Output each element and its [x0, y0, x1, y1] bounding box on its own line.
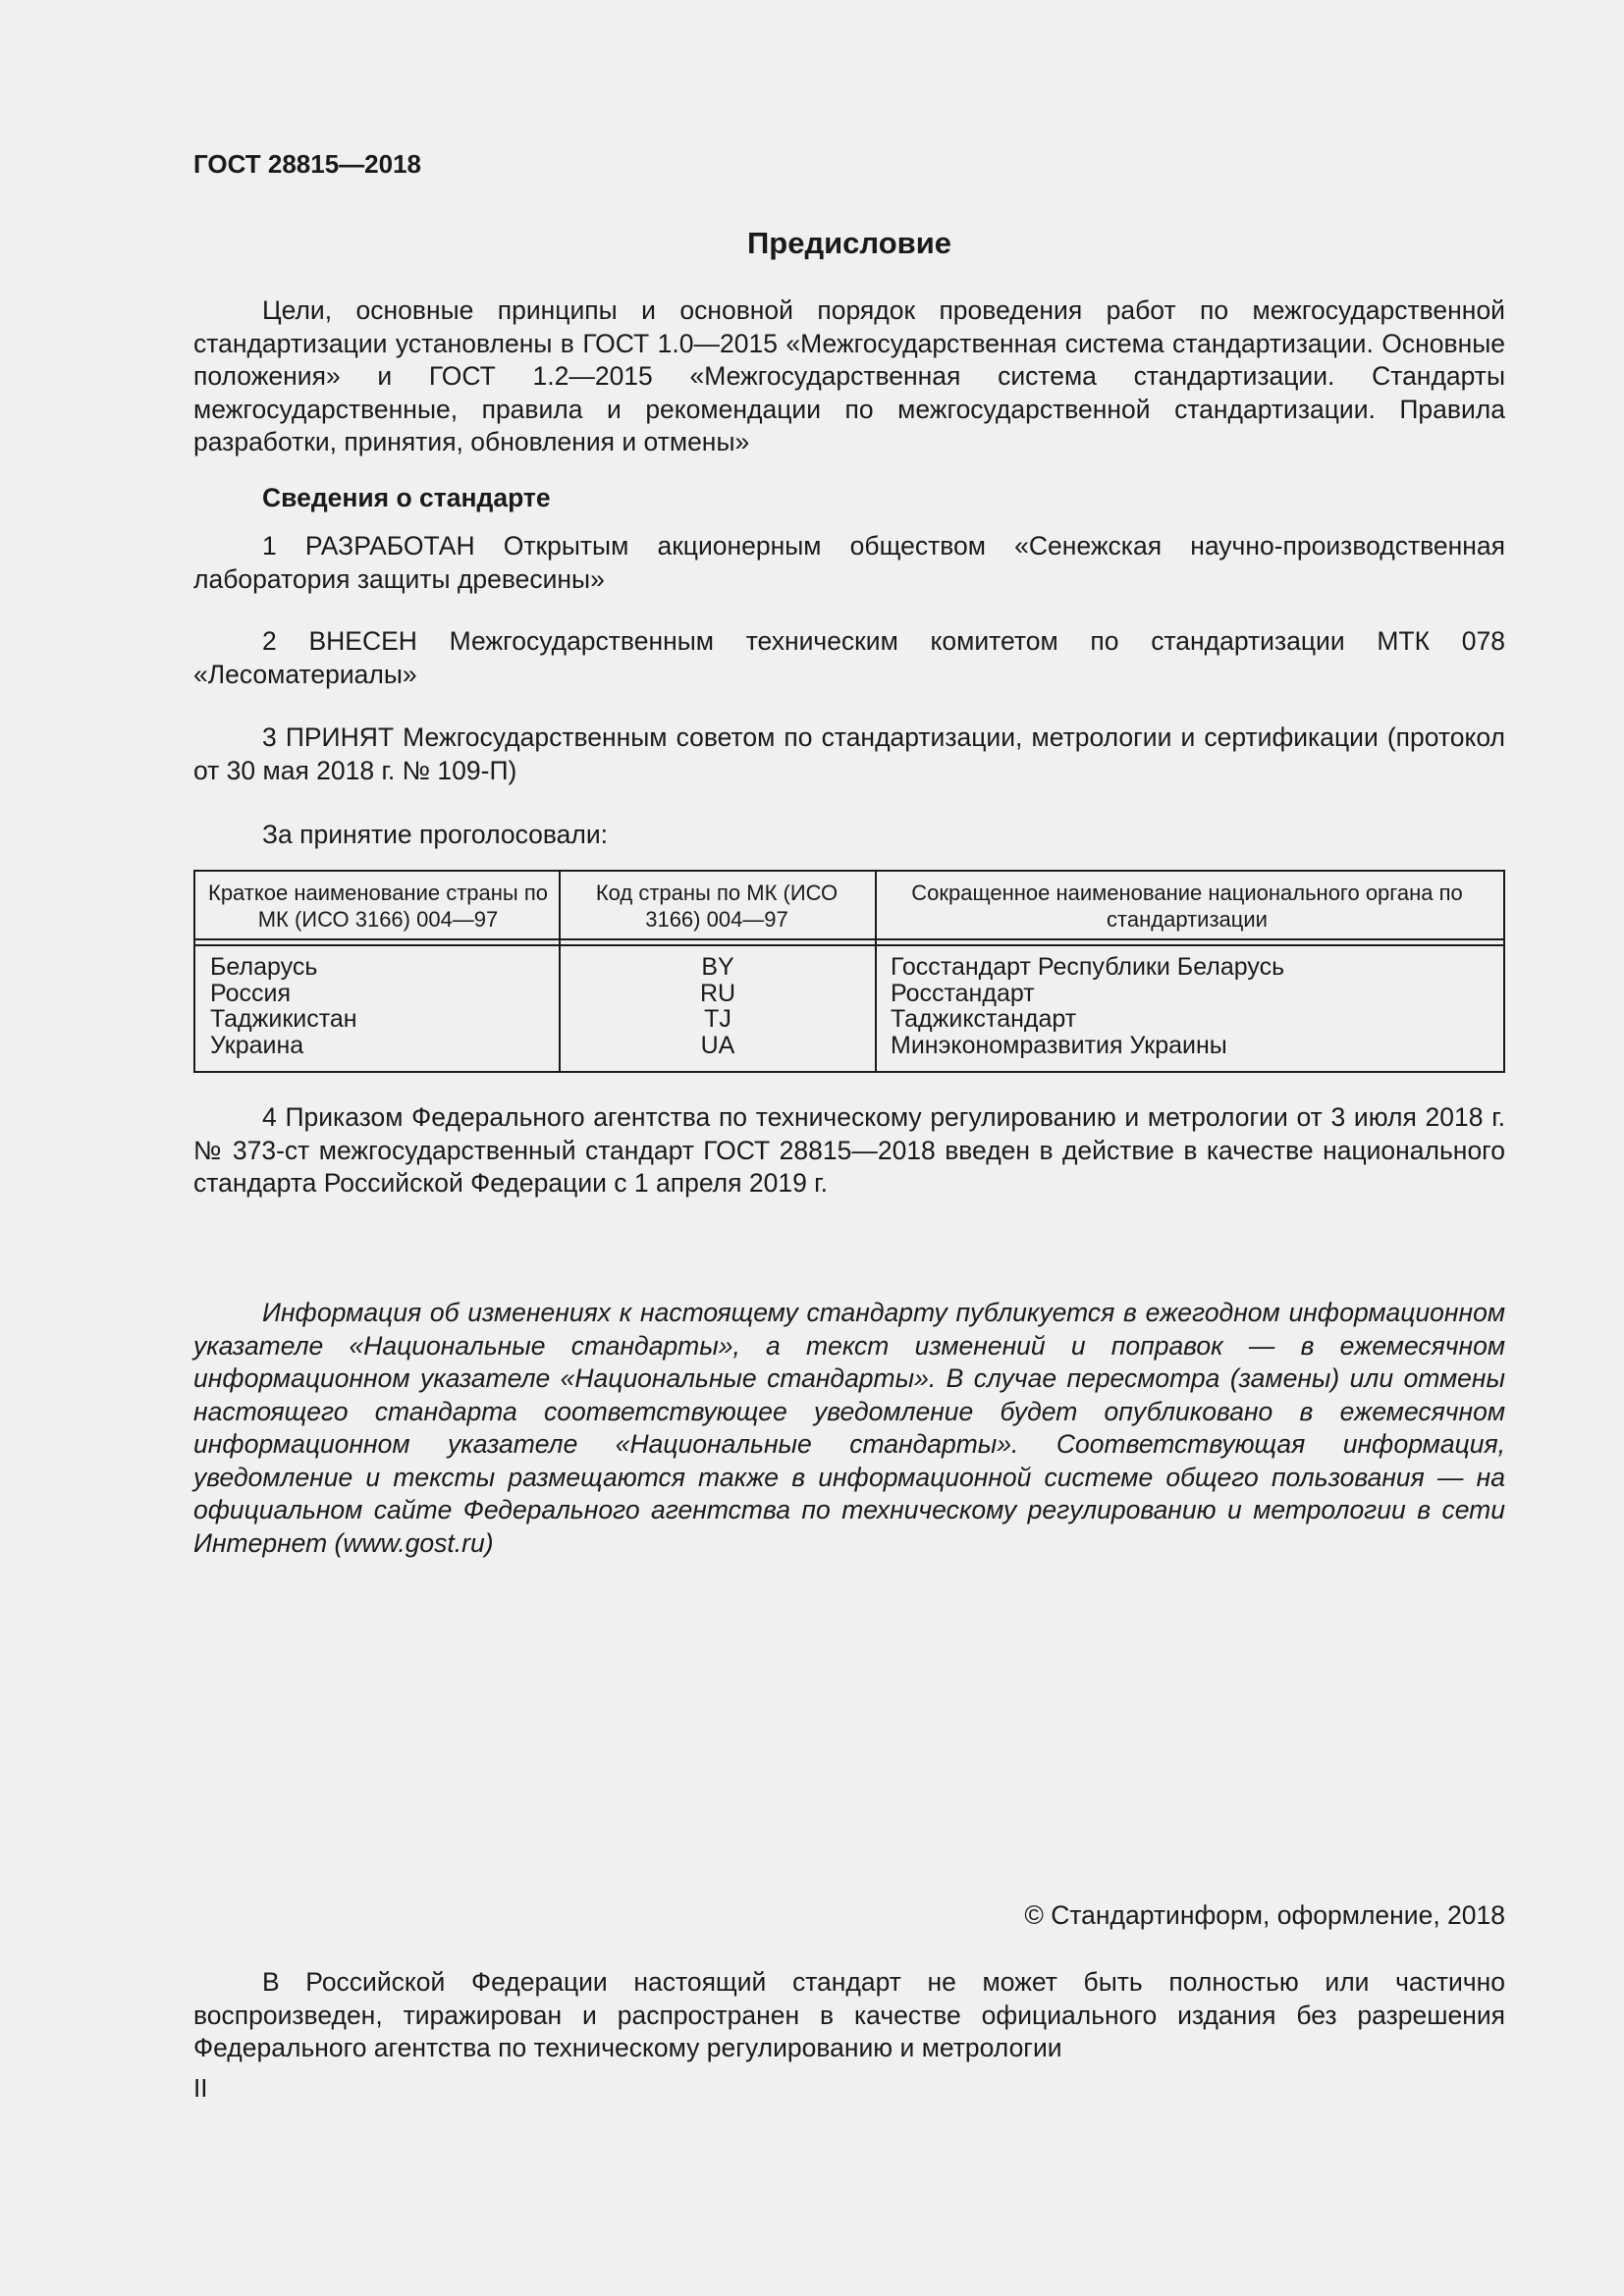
standard-code: ГОСТ 28815—2018	[193, 149, 421, 179]
intro-paragraph	[193, 294, 1505, 459]
table-cell: Беларусь	[210, 953, 318, 981]
rights-paragraph	[193, 1966, 1505, 2065]
page-number: II	[193, 2073, 208, 2103]
item-4-text: 4 Приказом Федерального агентства по техническому регулированию и метрологии от 3 июля 2018 г. № 373-ст межгосударственный стандарт ГОСТ 28815—2018 введен в действие в качестве национального стандарта Российской Федерации с 1 апреля 2019 г.	[193, 1102, 1505, 1198]
notice-paragraph	[193, 1297, 1505, 1560]
table-column-body	[891, 954, 1499, 1058]
copyright-line: © Стандартинформ, оформление, 2018	[1024, 1900, 1505, 1930]
table-column-code	[561, 954, 875, 1058]
notice-text: Информация об изменениях к настоящему стандарту публикуется в ежегодном информационном указателе «Национальные стандарты», а текст изменений и поправок — в ежемесячном информационном указателе «Национальные стандарты». В случае пересмотра (замены) или отмены настоящего стандарта соответствующее уведомление будет опубликовано в ежемесячном информационном указателе «Национальные стандарты». Соответствующая информация, уведомление и тексты размещаются также в информационной системе общего пользования — на официальном сайте Федерального агентства по техническому регулированию и метрологии в сети Интернет (www.gost.ru)	[193, 1298, 1505, 1558]
voting-table	[193, 870, 1505, 1073]
table-header-country: Краткое наименование страны по МК (ИСО 3166) 004—97	[208, 881, 548, 932]
rights-text: В Российской Федерации настоящий стандарт не может быть полностью или частично воспроизведен, тиражирован и распространен в качестве официального издания без разрешения Федерального агентства по техническому регулированию и метрологии	[193, 1967, 1505, 2062]
table-cell: Россия	[210, 979, 291, 1007]
item-4	[193, 1101, 1505, 1201]
table-cell: Украина	[210, 1031, 304, 1059]
item-3-text: 3 ПРИНЯТ Межгосударственным советом по стандартизации, метрологии и сертификации (протокол от 30 мая 2018 г. № 109-П)	[193, 722, 1505, 785]
table-cell: Госстандарт Республики Беларусь	[891, 953, 1285, 981]
table-cell: Таджикистан	[210, 1005, 357, 1033]
intro-text: Цели, основные принципы и основной порядок проведения работ по межгосударственной стандартизации установлены в ГОСТ 1.0—2015 «Межгосударственная система стандартизации. Основные положения» и ГОСТ 1.2—2015 «Межгосударственная система стандартизации. Стандарты межгосударственные, правила и рекомендации по межгосударственной стандартизации. Правила разработки, принятия, обновления и отмены»	[193, 295, 1505, 456]
table-column-country	[210, 954, 554, 1058]
table-cell: RU	[699, 979, 736, 1007]
table-cell: TJ	[704, 1005, 731, 1033]
item-1-text: 1 РАЗРАБОТАН Открытым акционерным обществом «Сенежская научно-производственная лаборатория защиты древесины»	[193, 531, 1505, 594]
table-header-body: Сокращенное наименование национального органа по стандартизации	[911, 881, 1463, 932]
item-2	[193, 625, 1505, 691]
item-2-text: 2 ВНЕСЕН Межгосударственным техническим комитетом по стандартизации МТК 078 «Лесоматериалы»	[193, 626, 1505, 689]
info-heading: Сведения о стандарте	[262, 483, 551, 512]
item-1	[193, 530, 1505, 596]
table-cell: Росстандарт	[891, 979, 1035, 1007]
table-cell: Минэкономразвития Украины	[891, 1031, 1227, 1059]
item-3	[193, 721, 1505, 787]
voted-label	[193, 819, 1505, 852]
voted-label-text: За принятие проголосовали:	[262, 820, 609, 849]
table-header-separator	[195, 938, 1503, 946]
table-header-code: Код страны по МК (ИСО 3166) 004—97	[595, 881, 839, 932]
table-cell: BY	[701, 953, 734, 981]
table-cell: UA	[700, 1031, 735, 1059]
page-title: Предисловие	[746, 226, 951, 260]
table-cell: Таджикстандарт	[891, 1005, 1077, 1033]
